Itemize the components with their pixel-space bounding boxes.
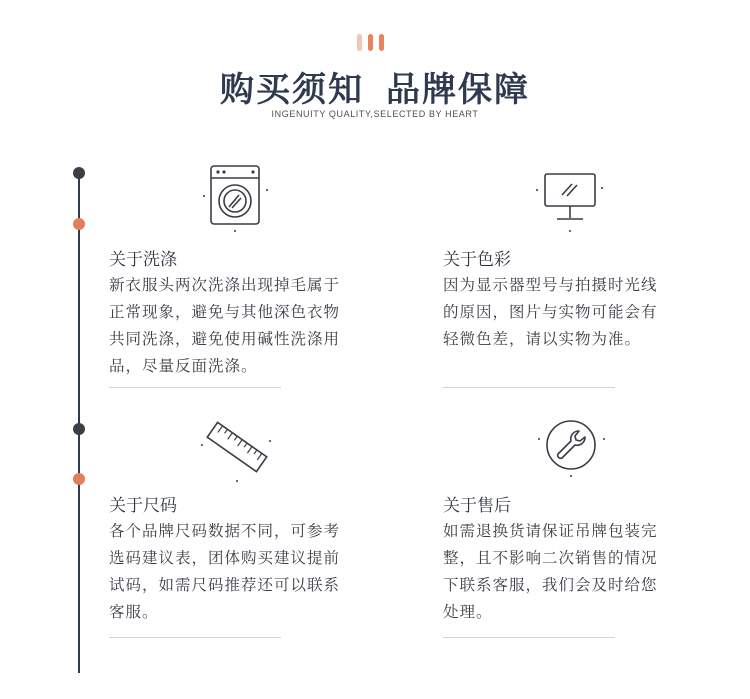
section-size [109,405,389,645]
ruler-icon [199,411,275,483]
section-divider [109,387,281,388]
monitor-icon [533,168,605,236]
title-part1: 购买须知 [220,70,364,110]
section-body [443,272,713,353]
timeline-dot [73,423,85,435]
wrench-icon [531,413,611,481]
title-part2: 品牌保障 [386,70,530,110]
section-body [443,518,713,626]
page-title [0,62,750,111]
timeline-dot [73,218,85,230]
body-line: 品，尽量反面洗涤。 [109,357,258,375]
section-washing [109,150,389,390]
header-decoration [357,34,384,51]
timeline-dot [73,167,85,179]
section-body [109,518,379,626]
section-title: 关于色彩 [443,250,511,270]
deco-bar [379,34,384,51]
deco-bar [368,34,373,51]
section-title: 关于洗涤 [109,250,177,270]
body-line: 轻微色差，请以实物为准。 [443,330,642,348]
body-line: 共同洗涤，避免使用碱性洗涤用 [109,330,341,348]
section-after-sales [443,405,723,645]
section-color [443,150,723,390]
body-line: 整，且不影响二次销售的情况 [443,549,658,567]
body-line: 试码，如需尺码推荐还可以联系 [109,576,341,594]
section-divider [443,637,615,638]
body-line: 选码建议表，团体购买建议提前 [109,549,341,567]
body-line: 客服。 [109,603,159,621]
body-line: 各个品牌尺码数据不同，可参考 [109,522,341,540]
body-line: 因为显示器型号与拍摄时光线 [443,276,658,294]
body-line: 下联系客服，我们会及时给您 [443,576,658,594]
body-line: 的原因，图片与实物可能会有 [443,303,658,321]
body-line: 处理。 [443,603,493,621]
section-title: 关于尺码 [109,496,177,516]
section-divider [109,637,281,638]
section-body [109,272,379,380]
body-line: 新衣服头两次洗涤出现掉毛属于 [109,276,341,294]
body-line: 正常现象，避免与其他深色衣物 [109,303,341,321]
page-subtitle: INGENUITY QUALITY,SELECTED BY HEART [271,109,479,119]
timeline-dot [73,473,85,485]
deco-bar [357,34,362,51]
body-line: 如需退换货请保证吊牌包装完 [443,522,658,540]
section-divider [443,387,615,388]
washing-machine-icon [201,160,273,232]
section-title: 关于售后 [443,496,511,516]
